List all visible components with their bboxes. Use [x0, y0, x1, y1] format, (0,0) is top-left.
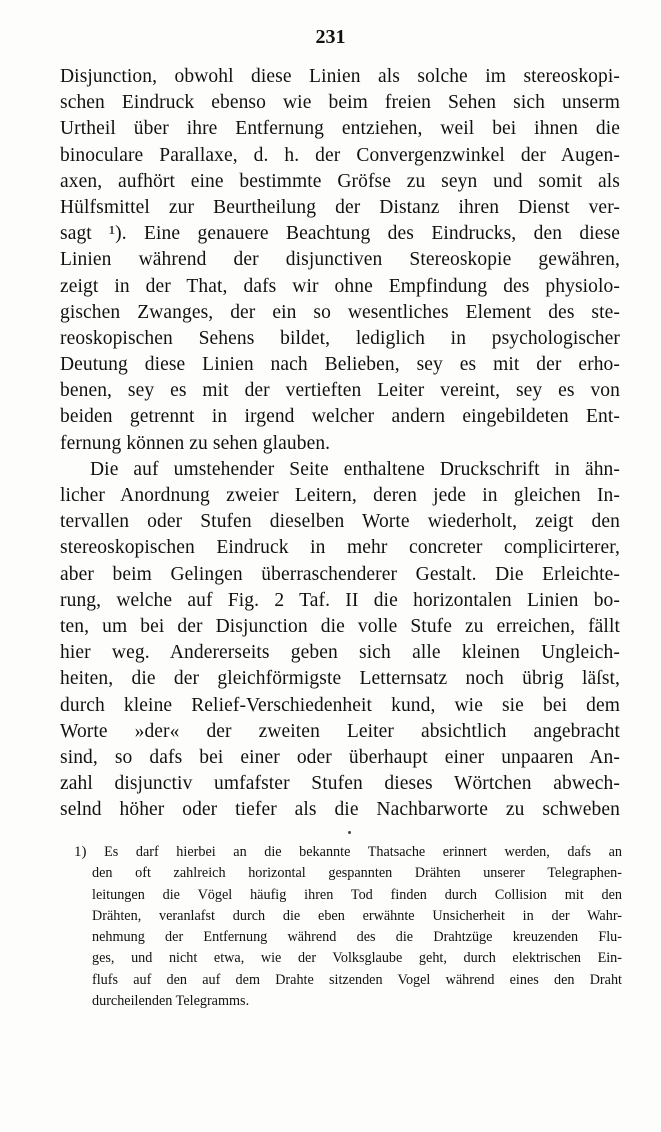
body-text [60, 64, 620, 823]
text-line: Urtheil über ihre Entfernung entziehen, weil bei ihnen die [60, 118, 620, 140]
text-line: schen Eindruck ebenso wie beim freien Sehen sich unserm [60, 92, 620, 114]
text-line: selnd höher oder tiefer als die Nachbarworte zu schweben [60, 799, 620, 821]
text-line: zahl disjunctiv umfafster Stufen dieses Wörtchen abwech- [60, 773, 620, 795]
text-line: tervallen oder Stufen dieselben Worte wiederholt, zeigt den [60, 511, 620, 533]
text-line: Linien während der disjunctiven Stereoskopie gewähren, [60, 249, 620, 271]
footnote-line: nehmung der Entfernung während des die Drahtzüge kreuzenden Flu- [92, 929, 622, 946]
text-line: binoculare Parallaxe, d. h. der Convergenzwinkel der Augen- [60, 144, 620, 166]
text-line: stereoskopischen Eindruck in mehr concreter complicirterer, [60, 537, 620, 559]
text-line: sagt ¹). Eine genauere Beachtung des Eindrucks, den diese [60, 223, 620, 245]
text-line: ten, um bei der Disjunction die volle Stufe zu erreichen, fällt [60, 615, 620, 637]
text-line: fernung können zu sehen glauben. [60, 432, 331, 454]
text-line: beiden getrennt in irgend welcher andern eingebildeten Ent- [60, 406, 620, 428]
text-line: reoskopischen Sehens bildet, lediglich in psychologischer [60, 327, 620, 349]
footnote-line: flufs auf den auf dem Drahte sitzenden Vogel während eines den Draht [92, 971, 622, 988]
footnote-line: Drähten, veranlafst durch die eben erwähnte Unsicherheit in der Wahr- [92, 907, 622, 924]
text-line: Hülfsmittel zur Beurtheilung der Distanz ihren Dienst ver- [60, 196, 620, 218]
footnote-line: den oft zahlreich horizontal gespannten Drähten unserer Telegraphen- [92, 865, 622, 882]
footnote-marker: 1) [74, 844, 87, 860]
footnote [74, 842, 622, 1012]
text-line: Deutung diese Linien nach Belieben, sey es mit der erho- [60, 354, 620, 376]
text-line: Worte »der« der zweiten Leiter absichtlich angebracht [60, 720, 620, 742]
text-line: hier weg. Andererseits geben sich alle kleinen Ungleich- [60, 642, 620, 664]
text-line: zeigt in der That, dafs wir ohne Empfindung des physiolo- [60, 275, 620, 297]
text-line: Disjunction, obwohl diese Linien als solche im stereoskopi- [60, 66, 620, 87]
print-speck [348, 831, 351, 834]
text-line: heiten, die der gleichförmigste Letternsatz noch übrig läſst, [60, 668, 620, 690]
footnote-text: Es darf hierbei an die bekannte Thatsache erinnert werden, dafs an [104, 844, 622, 860]
footnote-line: ges, und nicht etwa, wie der Volksglaube geht, durch elektrischen Ein- [92, 950, 622, 967]
footnote-line [74, 842, 622, 863]
text-line: axen, aufhört eine bestimmte Gröfse zu seyn und somit als [60, 170, 620, 192]
text-line: gischen Zwanges, der ein so wesentliches Element des ste- [60, 301, 620, 323]
page-number: 231 [315, 26, 346, 48]
text-line: sind, so dafs bei einer oder überhaupt einer unpaaren An- [60, 746, 620, 768]
text-line: licher Anordnung zweier Leitern, deren jede in gleichen In- [60, 485, 620, 506]
text-line: rung, welche auf Fig. 2 Taf. II die horizontalen Linien bo- [60, 589, 620, 611]
text-line: Die auf umstehender Seite enthaltene Druckschrift in ähn- [90, 458, 620, 480]
text-line: benen, sey es mit der vertieften Leiter vereint, sey es von [60, 380, 620, 402]
text-line: aber beim Gelingen überraschenderer Gestalt. Die Erleichte- [60, 563, 620, 585]
text-line: durch kleine Relief-Verschiedenheit kund, wie sie bei dem [60, 694, 620, 716]
footnote-line: leitungen die Vögel häufig ihren Tod finden durch Collision mit den [92, 886, 622, 903]
footnote-line: durcheilenden Telegramms. [92, 993, 250, 1010]
